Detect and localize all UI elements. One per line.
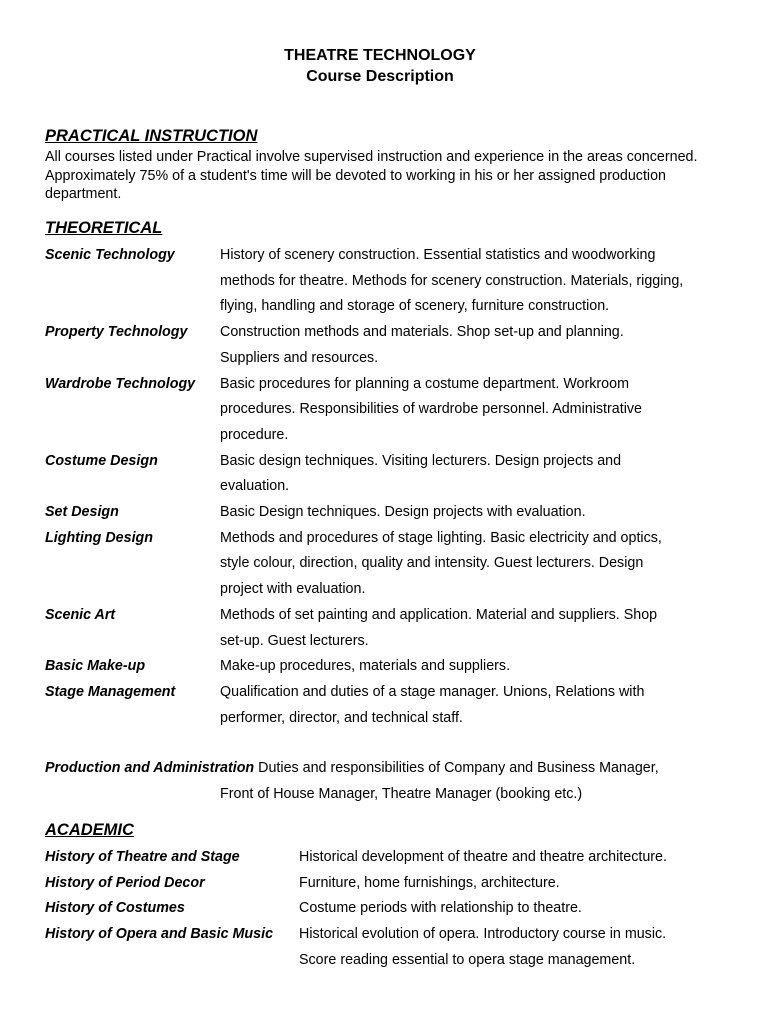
course-description [299,922,666,973]
course-description [220,500,586,526]
course-term: Scenic Art [45,606,116,623]
page-subtitle: Course Description [306,68,454,85]
course-desc-line: Methods of set painting and application. Material and suppliers. Shop [220,606,658,623]
course-desc-line: History of scenery construction. Essential statistics and woodworking [220,247,656,263]
practical-heading: PRACTICAL INSTRUCTION [45,127,258,145]
course-description [299,871,560,897]
course-desc-line: Historical development of theatre and theatre architecture. [299,849,667,865]
course-description [220,449,621,500]
course-term: Basic Make-up [45,658,146,675]
academic-heading: ACADEMIC [45,821,134,839]
course-term: History of Opera and Basic Music [45,926,274,943]
practical-body: All courses listed under Practical involve supervised instruction and experience in the areas concerned. Approximately 75% of a student's time will be devoted to working in his or her assigned production department. [45,149,698,202]
course-description [220,320,624,371]
course-description [299,896,582,922]
course-description [220,603,657,654]
course-term: History of Theatre and Stage [45,849,240,865]
course-desc-line: Front of House Manager, Theatre Manager (booking etc.) [220,786,583,802]
course-desc-line: Furniture, home furnishings, architecture. [299,874,560,891]
course-term: Wardrobe Technology [45,375,196,392]
course-desc-line: Historical evolution of opera. Introductory course in music. [299,926,667,943]
page-title: THEATRE TECHNOLOGY [284,47,476,64]
course-desc-line: flying, handling and storage of scenery, furniture construction. [220,298,610,315]
course-desc-line: procedures. Responsibilities of wardrobe personnel. Administrative [220,401,642,418]
course-desc-line: project with evaluation. [220,581,366,598]
course-description [299,845,667,871]
course-desc-line: Costume periods with relationship to theatre. [299,900,582,917]
course-term: Production and Administration [45,760,255,776]
course-desc-line: style colour, direction, quality and intensity. Guest lecturers. Design [220,555,644,572]
course-term: Stage Management [45,683,176,700]
course-desc-line: Suppliers and resources. [220,349,379,366]
course-term: History of Costumes [45,900,185,917]
course-description [220,372,642,449]
course-term: Costume Design [45,452,158,469]
course-desc-line: procedure. [220,426,289,443]
course-desc-line: Make-up procedures, materials and suppliers. [220,658,511,675]
course-desc-line: Basic procedures for planning a costume department. Workroom [220,375,629,392]
course-term: History of Period Decor [45,874,205,891]
course-desc-line: performer, director, and technical staff. [220,709,463,726]
course-desc-line: Duties and responsibilities of Company and Business Manager, [258,760,659,776]
course-desc-line: Methods and procedures of stage lighting. Basic electricity and optics, [220,529,662,546]
course-desc-line: Qualification and duties of a stage manager. Unions, Relations with [220,683,645,700]
course-desc-line: Score reading essential to opera stage management. [299,951,636,968]
course-description [220,243,683,320]
course-term: Scenic Technology [45,247,175,263]
course-term: Lighting Design [45,529,154,546]
production-row [45,756,659,782]
course-desc-line: Basic Design techniques. Design projects with evaluation. [220,504,586,520]
theoretical-heading: THEORETICAL [45,219,163,237]
course-term: Set Design [45,504,119,520]
course-description [220,680,644,731]
course-term: Property Technology [45,324,188,341]
course-desc-line: set-up. Guest lecturers. [220,632,369,649]
course-description [220,654,510,680]
course-desc-line: Basic design techniques. Visiting lecturers. Design projects and [220,452,622,469]
course-desc-line: methods for theatre. Methods for scenery construction. Materials, rigging, [220,272,684,289]
course-description [220,526,662,603]
course-desc-line: Construction methods and materials. Shop set-up and planning. [220,324,624,341]
course-desc-line: evaluation. [220,478,290,495]
